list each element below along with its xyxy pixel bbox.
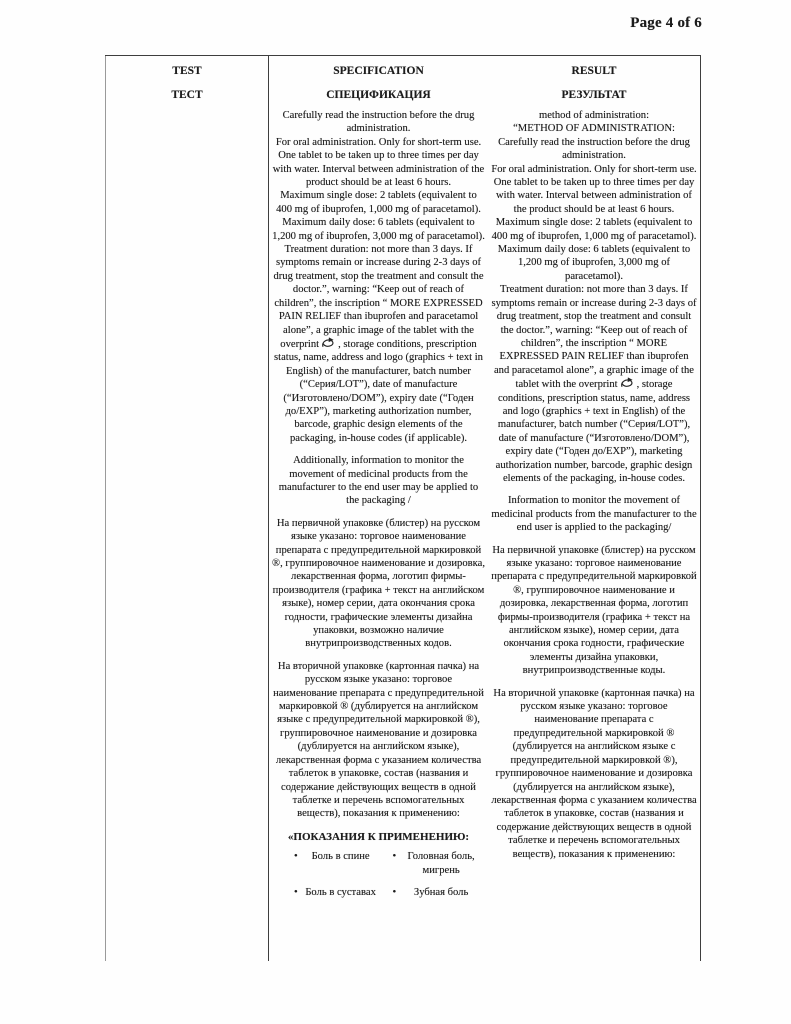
indication-label: Боль в спине bbox=[311, 851, 370, 863]
spec-indications-heading: «ПОКАЗАНИЯ К ПРИМЕНЕНИЮ: bbox=[287, 830, 470, 843]
result-packaging-text-before-icon: Treatment duration: not more than 3 days. If symptoms remain or increase during 2-3 days of drug treatment, stop the treatment and consult the doctor.”, warning: “Keep out of reach of children”, the inscription “ MORE EXPRESSED PAIN RELIEF than ibuprofen and paracetamol alone”, a graphic image of the tablet with the overprint bbox=[491, 284, 697, 391]
result-packaging-sentence bbox=[491, 283, 697, 485]
result-header-en: RESULT bbox=[571, 65, 617, 77]
indication-label: Головная боль, мигрень bbox=[407, 851, 475, 876]
result-primary-pack-paragraph: На первичной упаковке (блистер) на русском языке указано: торговое наименование препарата с предупредительной маркировкой ®, группировочное наименование и дозировка, лекарственная форма, логотип фирмы-производителя (графика + текст на английском языке), номер серии, дата окончания срока годности, графические элементы дизайна упаковки, внутрипроизводственные коды. bbox=[491, 544, 697, 677]
test-header-ru: ТЕСТ bbox=[171, 89, 203, 101]
indication-label: Зубная боль bbox=[413, 886, 469, 898]
spec-sentence: Maximum daily dose: 6 tablets (equivalent to 1,200 mg of ibuprofen, 3,000 mg of paracetamol). bbox=[272, 217, 485, 242]
test-column-header bbox=[106, 56, 268, 102]
spec-result-table bbox=[105, 55, 701, 961]
result-sentence: One tablet to be taken up to three times per day with water. Interval between administration of the product should be at least 6 hours. bbox=[493, 177, 695, 215]
result-sentence: For oral administration. Only for short-term use. bbox=[491, 163, 697, 175]
column-result bbox=[488, 56, 701, 961]
spec-dosage-paragraph bbox=[272, 109, 485, 445]
list-item bbox=[381, 886, 480, 899]
column-specification bbox=[269, 56, 488, 961]
result-monitoring-paragraph: Information to monitor the movement of medicinal products from the manufacturer to the end user is applied to the packaging/ bbox=[491, 495, 697, 534]
specification-column-header bbox=[272, 56, 485, 102]
spec-sentence: For oral administration. Only for short-term use. bbox=[275, 136, 482, 148]
bullet-icon: • bbox=[294, 886, 298, 898]
indication-label: Боль в суставах bbox=[305, 886, 376, 898]
list-item bbox=[381, 850, 480, 877]
result-packaging-text-after-icon: , storage conditions, prescription status, name, address and logo (graphics + text in English) of the manufacturer, batch number (“Серия/LOT”), date of manufacture (“Изготовлено/DOM”), expiry date (“Годен до/EXP”), marketing authorization number, barcode, graphic design elements of the packaging, in-house codes. bbox=[495, 379, 693, 484]
spec-packaging-text-after-icon: , storage conditions, prescription status, name, address and logo (graphics + text in English) of the manufacturer, batch number (“Серия/LOT”), date of manufacture (“Изготовлено/DOM”), expiry date (“Годен до/EXP”), marketing authorization number, barcode, graphic design elements of the packaging, in-house codes (if applicable). bbox=[274, 338, 483, 444]
spec-indications-list bbox=[272, 850, 485, 899]
list-item bbox=[278, 886, 377, 899]
result-secondary-pack-paragraph: На вторичной упаковке (картонная пачка) на русском языке указано: торговое наименование препарата с предупредительной маркировкой ® (дублируется на английском языке с предупредительной маркировкой ®), группировочное наименование и дозировка (дублируется на английском языке), лекарственная форма с указанием количества таблеток в упаковке, состав (названия и содержание действующих веществ в одной таблетке и перечень вспомогательных веществ), показания к применению: bbox=[491, 687, 697, 860]
specification-header-en: SPECIFICATION bbox=[333, 65, 424, 77]
spec-monitoring-paragraph: Additionally, information to monitor the movement of medicinal products from the manufacturer to the end user may be applied to the packaging / bbox=[278, 455, 479, 507]
overprint-logo-icon bbox=[321, 337, 336, 349]
spec-sentence: Maximum single dose: 2 tablets (equivalent to 400 mg of ibuprofen, 1,000 mg of paracetamol). bbox=[276, 190, 481, 215]
test-header-en: TEST bbox=[172, 65, 202, 77]
spec-sentence: Carefully read the instruction before the drug administration. bbox=[282, 110, 475, 135]
result-sentence: Maximum single dose: 2 tablets (equivalent to 400 mg of ibuprofen, 1,000 mg of paracetamol). bbox=[491, 217, 697, 242]
overprint-logo-icon bbox=[620, 377, 635, 389]
list-item bbox=[278, 850, 377, 877]
specification-header-ru: СПЕЦИФИКАЦИЯ bbox=[326, 89, 431, 101]
result-column-header bbox=[491, 56, 697, 102]
spec-packaging-text-before-icon: Treatment duration: not more than 3 days. If symptoms remain or increase during 2-3 days of drug treatment, stop the treatment and consult the doctor.”, warning: “Keep out of reach of children”, the inscription “ MORE EXPRESSED PAIN RELIEF than ibuprofen and paracetamol alone”, a graphic image of the tablet with the overprint bbox=[273, 244, 484, 350]
result-sentence: “METHOD OF ADMINISTRATION: bbox=[513, 123, 675, 135]
spec-primary-pack-paragraph: На первичной упаковке (блистер) на русском языке указано: торговое наименование препарата с предупредительной маркировкой ®, группировочное наименование и дозировка, лекарственная форма, логотип фирмы-производителя (графика + текст на английском языке), номер серии, дата окончания срока годности, графические элементы дизайна упаковки, возможно наличие внутрипроизводственных кодов. bbox=[272, 517, 485, 650]
result-sentence: method of administration: bbox=[538, 110, 650, 121]
column-test bbox=[105, 56, 269, 961]
spec-secondary-pack-paragraph: На вторичной упаковке (картонная пачка) на русском языке указано: торговое наименование препарата с предупредительной маркировкой ® (дублируется на английском языке с предупредительной маркировкой ®), группировочное наименование и дозировка (дублируется на английском языке), лекарственная форма с указанием количества таблеток в упаковке, состав (названия и содержание действующих веществ в одной таблетке и перечень вспомогательных веществ), показания к применению: bbox=[273, 660, 484, 820]
result-cell bbox=[491, 109, 697, 861]
result-sentence: Carefully read the instruction before the drug administration. bbox=[498, 136, 690, 162]
page-number: Page 4 of 6 bbox=[630, 15, 702, 31]
bullet-icon: • bbox=[392, 886, 397, 898]
result-header-ru: РЕЗУЛЬТАТ bbox=[561, 89, 627, 101]
spec-sentence: One tablet to be taken up to three times per day with water. Interval between administration of the product should be at least 6 hours. bbox=[272, 150, 485, 189]
specification-cell bbox=[272, 109, 485, 899]
bullet-icon: • bbox=[294, 851, 298, 863]
result-sentence: Maximum daily dose: 6 tablets (equivalent to 1,200 mg of ibuprofen, 3,000 mg of paracetamol). bbox=[497, 244, 691, 282]
spec-packaging-sentence bbox=[272, 243, 485, 445]
result-dosage-paragraph bbox=[491, 109, 697, 485]
bullet-icon: • bbox=[392, 851, 397, 863]
